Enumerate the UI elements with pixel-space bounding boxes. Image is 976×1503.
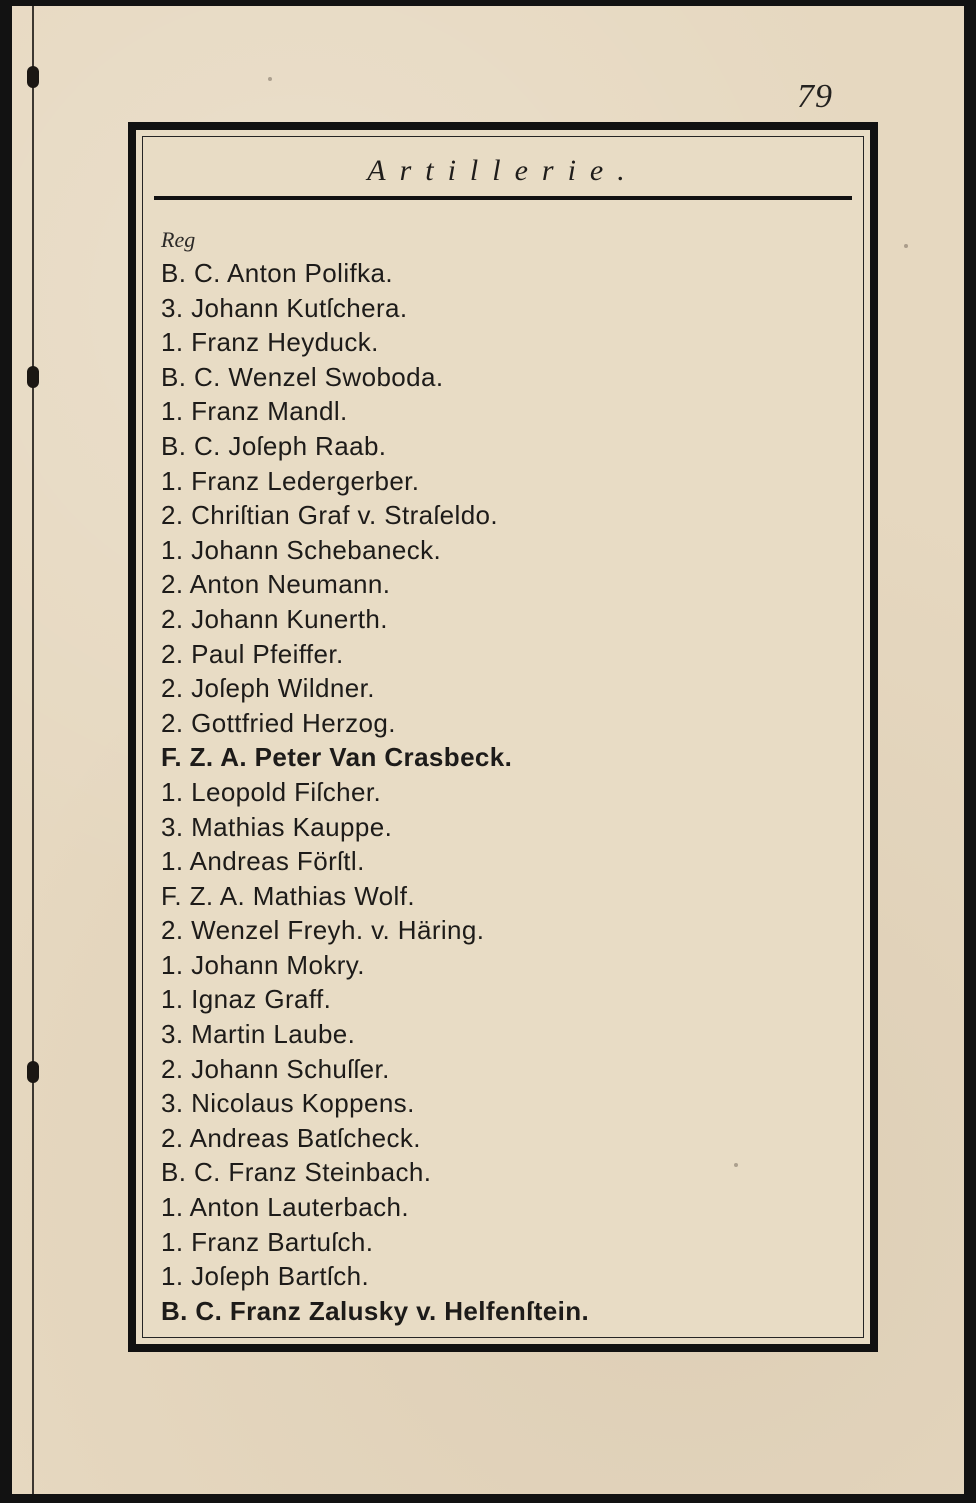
list-item: 1. Johann Mokry. bbox=[161, 949, 365, 980]
list-item: B. C. Franz Steinbach. bbox=[161, 1157, 432, 1188]
list-item: 1. Franz Ledergerber. bbox=[161, 465, 420, 496]
list-item: 3. Martin Laube. bbox=[161, 1019, 356, 1050]
page-number: 79 bbox=[797, 78, 833, 115]
list-item: 3. Nicolaus Koppens. bbox=[161, 1088, 415, 1119]
page-heading: Artillerie. bbox=[367, 154, 639, 187]
reg-label: Reg bbox=[161, 227, 196, 252]
list-item: F. Z. A. Peter Van Crasbeck. bbox=[161, 742, 513, 773]
list-item: 2. Wenzel Freyh. v. Häring. bbox=[161, 915, 485, 946]
list-item: 1. Ignaz Graff. bbox=[161, 984, 332, 1015]
list-item: B. C. Joſeph Raab. bbox=[161, 430, 387, 461]
entry-list bbox=[161, 256, 851, 1328]
list-item: B. C. Franz Zalusky v. Helfenſtein. bbox=[161, 1295, 590, 1326]
list-item: 2. Johann Schuſſer. bbox=[161, 1053, 390, 1084]
list-item: 2. Joſeph Wildner. bbox=[161, 673, 375, 704]
list-item: 1. Johann Schebaneck. bbox=[161, 534, 442, 565]
paper-speck bbox=[904, 244, 908, 248]
list-item: F. Z. A. Mathias Wolf. bbox=[161, 880, 415, 911]
binding-mark bbox=[27, 66, 39, 88]
list-item: 2. Chriſtian Graf v. Straſeldo. bbox=[161, 500, 499, 531]
list-item: 1. Joſeph Bartſch. bbox=[161, 1261, 370, 1292]
list-item: 2. Paul Pfeiffer. bbox=[161, 638, 344, 669]
list-item: 1. Franz Bartuſch. bbox=[161, 1226, 374, 1257]
entry-list-container bbox=[161, 228, 851, 1328]
list-item: 2. Johann Kunerth. bbox=[161, 603, 388, 634]
list-item: 1. Franz Heyduck. bbox=[161, 327, 379, 358]
list-item: 3. Johann Kutſchera. bbox=[161, 292, 408, 323]
list-item: 1. Leopold Fiſcher. bbox=[161, 776, 382, 807]
heading-band bbox=[154, 148, 852, 200]
list-item: 3. Mathias Kauppe. bbox=[161, 811, 393, 842]
gutter-line bbox=[32, 6, 34, 1494]
binding-mark bbox=[27, 1061, 39, 1083]
list-item: 2. Anton Neumann. bbox=[161, 569, 391, 600]
list-item: 1. Andreas Förſtl. bbox=[161, 846, 365, 877]
list-item: B. C. Anton Polifka. bbox=[161, 258, 394, 288]
binding-mark bbox=[27, 366, 39, 388]
list-item: 1. Franz Mandl. bbox=[161, 396, 348, 427]
paper-speck bbox=[268, 77, 272, 81]
book-page bbox=[12, 6, 964, 1494]
list-item: 2. Andreas Batſcheck. bbox=[161, 1122, 421, 1153]
list-item: B. C. Wenzel Swoboda. bbox=[161, 361, 444, 392]
list-item: 1. Anton Lauterbach. bbox=[161, 1192, 409, 1223]
list-item: 2. Gottfried Herzog. bbox=[161, 707, 396, 738]
content-frame bbox=[128, 122, 878, 1352]
paper-speck bbox=[734, 1163, 738, 1167]
